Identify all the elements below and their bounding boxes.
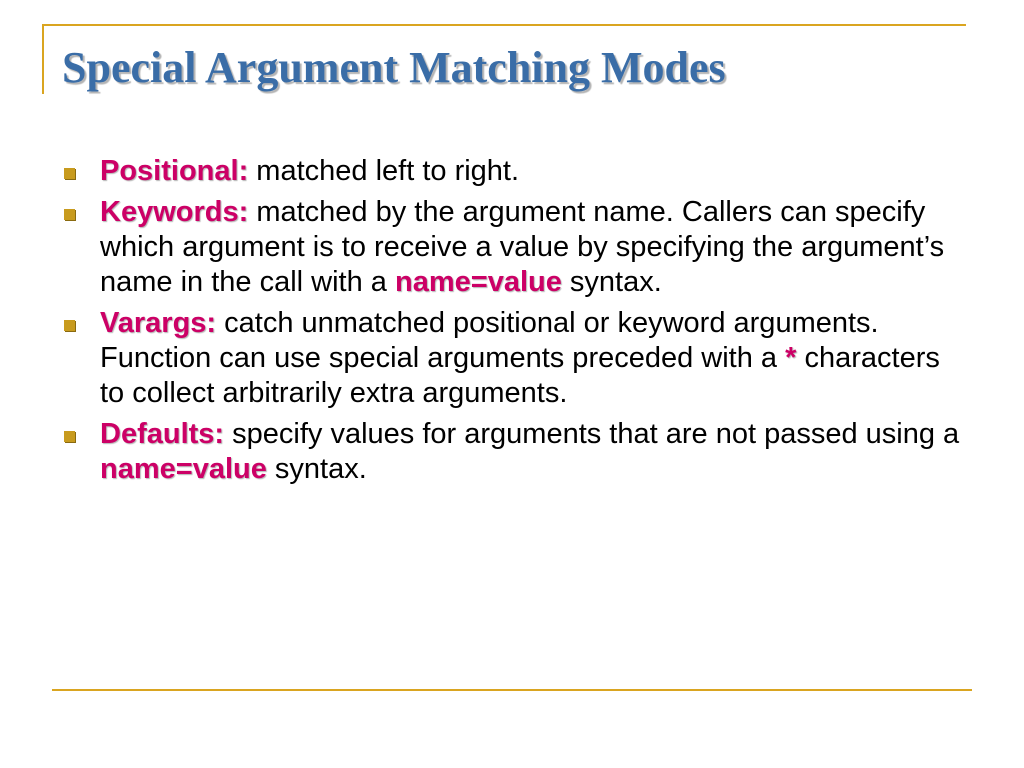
slide-title: Special Argument Matching Modes [62,43,726,92]
bullet-text: specify values for arguments that are not passed using a [232,418,960,450]
top-rule [42,24,966,26]
bullet-varargs [62,306,972,411]
bullet-term: Positional: [100,155,249,187]
bullet-defaults [62,417,972,487]
bullet-text: matched left to right. [256,155,520,187]
inline-term: name=value [100,453,267,485]
bottom-rule [52,689,972,691]
bullet-text-after: syntax. [274,453,367,485]
bullet-list [62,154,972,493]
bullet-text-after: syntax. [569,266,662,298]
bullet-text: catch unmatched positional or keyword arguments. Function can use special arguments preceded with a [100,307,879,374]
bullet-text: matched by the argument name. Callers can specify which argument is to receive a value by specifying the argument’s name in the call with a [100,196,945,298]
square-bullet-icon [64,209,75,220]
square-bullet-icon [64,431,75,442]
inline-term: * [785,342,797,374]
bullet-keywords [62,195,972,300]
bullet-positional [62,154,972,189]
inline-term: name=value [395,266,562,298]
square-bullet-icon [64,168,75,179]
bullet-term: Varargs: [100,307,217,339]
bullet-term: Keywords: [100,196,249,228]
square-bullet-icon [64,320,75,331]
left-rule [42,24,44,94]
bullet-text-after: characters to collect arbitrarily extra arguments. [100,342,940,409]
bullet-term: Defaults: [100,418,225,450]
